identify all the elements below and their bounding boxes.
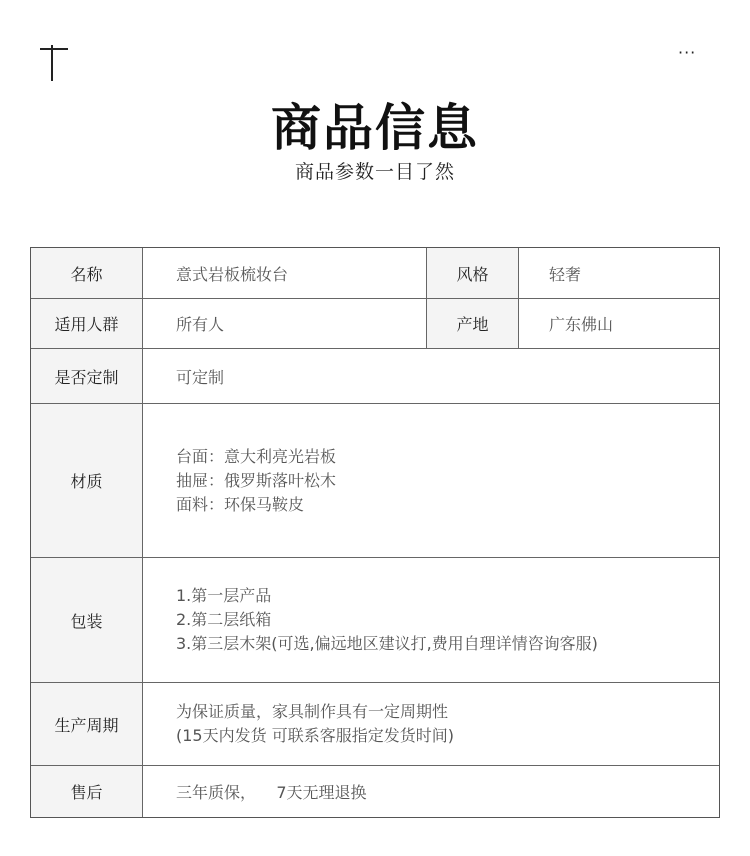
production-line-2: (15天内发货 可联系客服指定发货时间) bbox=[176, 726, 454, 745]
label-packaging: 包装 bbox=[31, 558, 143, 682]
label-origin: 产地 bbox=[426, 299, 519, 348]
packaging-line-2: 2.第二层纸箱 bbox=[176, 610, 272, 629]
table-row-aftersale bbox=[31, 766, 719, 817]
table-row-packaging bbox=[31, 558, 719, 683]
material-line-2: 抽屉：俄罗斯落叶松木 bbox=[176, 470, 337, 490]
value-origin: 广东佛山 bbox=[549, 315, 614, 334]
packaging-line-1: 1.第一层产品 bbox=[176, 586, 272, 605]
table-row-material bbox=[31, 404, 719, 558]
value-style: 轻奢 bbox=[549, 264, 582, 284]
material-line-1: 台面：意大利亮光岩板 bbox=[176, 446, 337, 466]
value-material bbox=[143, 404, 719, 557]
value-production bbox=[143, 683, 719, 765]
page-title: 商品信息 bbox=[271, 99, 479, 157]
material-line-3: 面料：环保马鞍皮 bbox=[176, 494, 305, 514]
product-info-table bbox=[30, 247, 720, 818]
label-name: 名称 bbox=[31, 248, 143, 298]
production-line-1: 为保证质量，家具制作具有一定周期性 bbox=[176, 702, 449, 721]
label-audience: 适用人群 bbox=[31, 299, 143, 348]
label-material: 材质 bbox=[31, 404, 143, 557]
label-production: 生产周期 bbox=[31, 683, 143, 765]
label-style: 风格 bbox=[426, 248, 519, 298]
value-custom: 可定制 bbox=[176, 367, 225, 387]
packaging-line-3: 3.第三层木架(可选,偏远地区建议打,费用自理详情咨询客服) bbox=[176, 634, 598, 653]
value-aftersale: 三年质保， 7天无理退换 bbox=[176, 783, 367, 802]
page-subtitle: 商品参数一目了然 bbox=[294, 161, 455, 183]
value-packaging bbox=[143, 558, 719, 682]
table-row-custom bbox=[31, 349, 719, 404]
label-custom: 是否定制 bbox=[31, 349, 143, 403]
more-dots-icon[interactable]: ··· bbox=[678, 43, 697, 62]
crosshair-corner-icon bbox=[40, 45, 68, 81]
table-row-audience-origin bbox=[31, 299, 719, 349]
label-aftersale: 售后 bbox=[31, 766, 143, 817]
table-row-production bbox=[31, 683, 719, 766]
value-audience: 所有人 bbox=[176, 315, 225, 334]
table-row-name-style bbox=[31, 248, 719, 299]
value-name: 意式岩板梳妆台 bbox=[176, 264, 289, 284]
